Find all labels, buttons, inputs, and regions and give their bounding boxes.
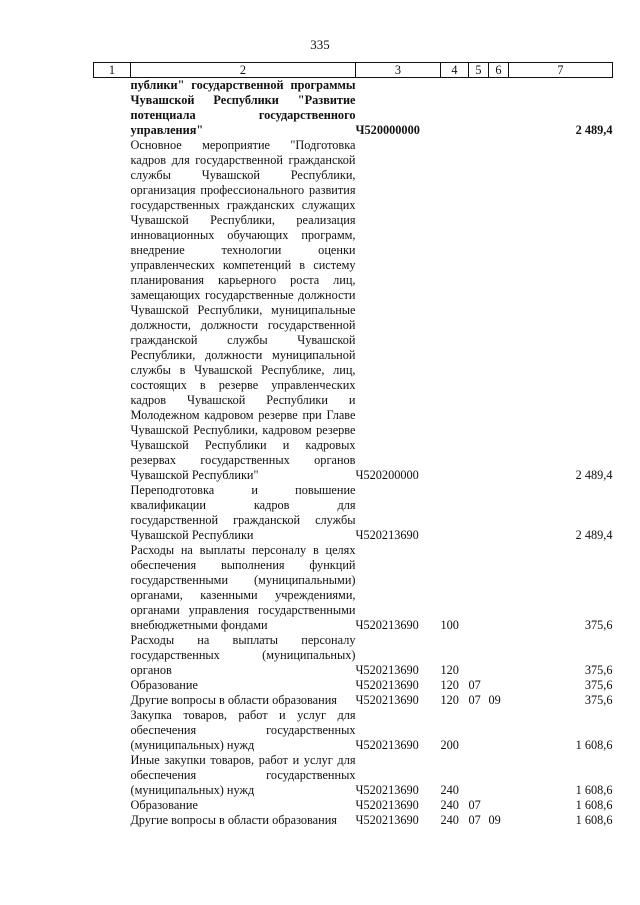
row-name: Закупка товаров, работ и услуг для обеспечения государственных (муниципальных) нужд [130, 708, 356, 752]
row-expense-type: 120 [440, 693, 459, 707]
row-name: Другие вопросы в области образования [130, 693, 337, 707]
row-target-code: Ч520200000 [355, 468, 419, 482]
row-target-code: Ч520213690 [355, 798, 419, 812]
row-section: 07 [468, 693, 481, 707]
table-row [94, 693, 613, 708]
row-amount: 1 608,6 [575, 813, 613, 827]
row-blank-cell [94, 678, 131, 693]
row-name: Образование [130, 678, 198, 692]
row-target-code: Ч520213690 [355, 813, 419, 827]
row-section [469, 633, 489, 678]
header-col-7: 7 [509, 63, 613, 78]
table-row [94, 678, 613, 693]
row-section: 07 [468, 813, 481, 827]
row-expense-type [441, 483, 469, 543]
table-row [94, 543, 613, 633]
row-subsection [489, 708, 509, 753]
row-section [469, 753, 489, 798]
row-expense-type [441, 138, 469, 483]
row-amount: 2 489,4 [575, 468, 613, 482]
row-section [469, 483, 489, 543]
row-name: Основное мероприятие "Подготовка кадров для государственной гражданской службы Чувашской Республики, организация профессионального развития государственных гражданских служащих Чувашской Республики, реализация инновационных обучающих программ, внедрение технологии оценки управленческих компетенций в систему планирования карьерного роста лиц, замещающих государственные должности Чувашской Республики, муниципальные должности, должности государственной гражданской службы Чувашской Республики, должности муниципальной службы в Чувашской Республике, лиц, состоящих в резерве управленческих кадров Чувашской Республики и Молодежном кадровом резерве при Главе Чувашской Республики, кадровом резерве Чувашской Республики и кадровых резервах государственных органов Чувашской Республики" [130, 138, 356, 482]
header-col-1: 1 [94, 63, 131, 78]
row-subsection [489, 753, 509, 798]
row-name: Расходы на выплаты персоналу государственных (муниципальных) органов [130, 633, 356, 677]
table-body [94, 78, 613, 829]
row-name: Переподготовка и повышение квалификации кадров для государственной гражданской службы Чувашской Республики [130, 483, 356, 542]
row-section [469, 543, 489, 633]
row-subsection [489, 678, 509, 693]
table-row [94, 633, 613, 678]
row-target-code: Ч520000000 [355, 123, 420, 137]
row-subsection [489, 798, 509, 813]
row-subsection [489, 633, 509, 678]
row-amount: 1 608,6 [575, 738, 613, 752]
row-subsection [489, 138, 509, 483]
table-row [94, 753, 613, 798]
table-row [94, 483, 613, 543]
row-target-code: Ч520213690 [355, 528, 419, 542]
row-expense-type: 120 [440, 678, 459, 692]
row-expense-type: 240 [440, 783, 459, 797]
header-col-4: 4 [441, 63, 469, 78]
row-blank-cell [94, 78, 131, 139]
row-expense-type: 240 [440, 813, 459, 827]
table-row [94, 798, 613, 813]
row-section [469, 138, 489, 483]
row-subsection: 09 [488, 693, 501, 707]
table-row [94, 78, 613, 139]
row-subsection [489, 78, 509, 139]
row-amount: 375,6 [584, 663, 613, 677]
row-section: 07 [468, 678, 481, 692]
table-header-row [94, 63, 613, 78]
row-expense-type: 200 [440, 738, 459, 752]
row-blank-cell [94, 543, 131, 633]
row-section [469, 708, 489, 753]
row-target-code: Ч520213690 [355, 678, 419, 692]
row-target-code: Ч520213690 [355, 783, 419, 797]
row-expense-type: 240 [440, 798, 459, 812]
row-target-code: Ч520213690 [355, 738, 419, 752]
row-amount: 375,6 [584, 693, 613, 707]
row-amount: 1 608,6 [575, 798, 613, 812]
row-blank-cell [94, 483, 131, 543]
header-col-3: 3 [356, 63, 441, 78]
row-blank-cell [94, 708, 131, 753]
row-amount: 375,6 [584, 678, 613, 692]
row-blank-cell [94, 798, 131, 813]
row-name: Другие вопросы в области образования [130, 813, 337, 827]
row-name: Иные закупки товаров, работ и услуг для обеспечения государственных (муниципальных) нужд [130, 753, 356, 797]
row-amount: 1 608,6 [575, 783, 613, 797]
row-blank-cell [94, 753, 131, 798]
header-col-5: 5 [469, 63, 489, 78]
header-col-6: 6 [489, 63, 509, 78]
row-subsection [489, 483, 509, 543]
row-blank-cell [94, 693, 131, 708]
row-name: Расходы на выплаты персоналу в целях обеспечения выполнения функций государственными (муниципальными) органами, казенными учреждениями, органами управления государственными внебюджетными фондами [130, 543, 356, 632]
row-target-code: Ч520213690 [355, 663, 419, 677]
row-target-code: Ч520213690 [355, 618, 419, 632]
row-name: публики" государственной программы Чувашской Республики "Развитие потенциала государственного управления" [130, 78, 356, 137]
row-blank-cell [94, 633, 131, 678]
row-section [469, 78, 489, 139]
row-expense-type: 100 [440, 618, 459, 632]
table-row [94, 708, 613, 753]
row-name: Образование [130, 798, 198, 812]
table-row [94, 813, 613, 828]
header-col-2: 2 [131, 63, 356, 78]
row-target-code: Ч520213690 [355, 693, 419, 707]
row-expense-type [441, 78, 469, 139]
row-section: 07 [468, 798, 481, 812]
budget-table [93, 62, 613, 828]
row-amount: 375,6 [584, 618, 613, 632]
row-blank-cell [94, 138, 131, 483]
row-amount: 2 489,4 [575, 528, 613, 542]
table-row [94, 138, 613, 483]
page-number: 335 [310, 37, 330, 52]
row-expense-type: 120 [440, 663, 459, 677]
row-blank-cell [94, 813, 131, 828]
row-subsection [489, 543, 509, 633]
row-subsection: 09 [488, 813, 501, 827]
row-amount: 2 489,4 [575, 123, 613, 137]
